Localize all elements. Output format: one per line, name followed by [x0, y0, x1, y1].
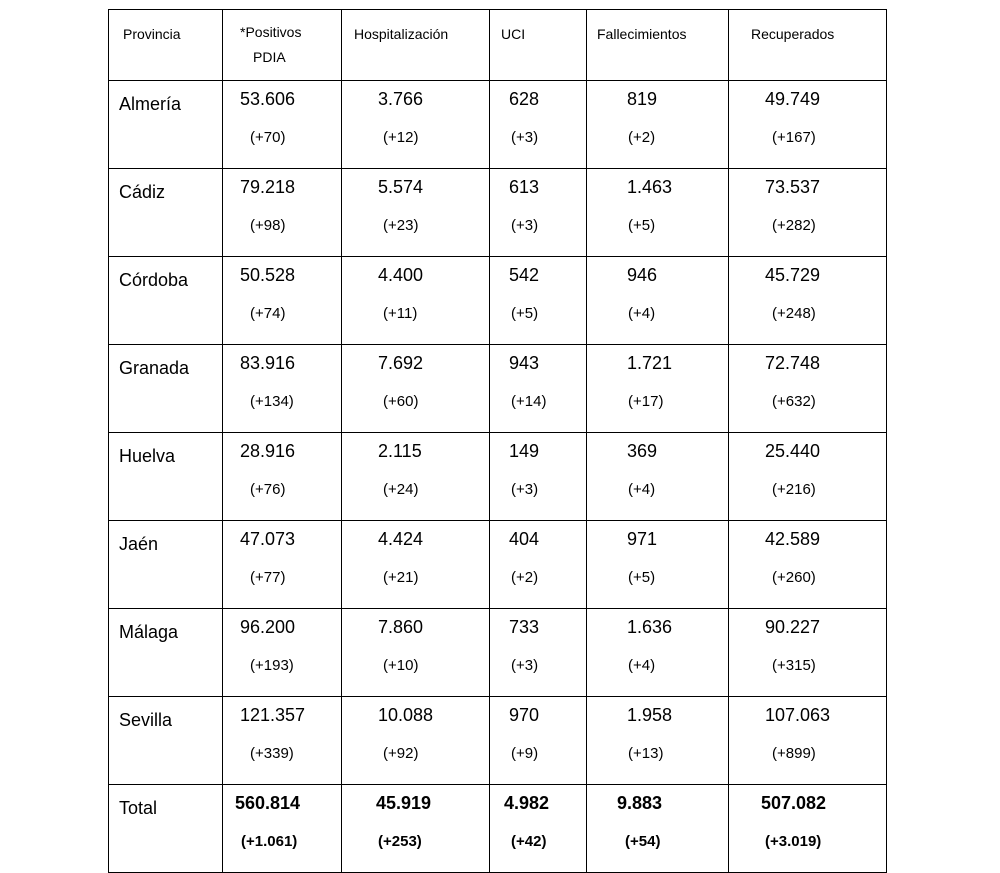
- hospitalizacion-delta: (+12): [383, 129, 419, 146]
- recuperados-value: 107.063: [765, 705, 831, 725]
- positivos-cell: [223, 169, 342, 257]
- positivos-cell: [223, 257, 342, 345]
- positivos-value: 50.528: [240, 265, 296, 285]
- recuperados-cell: [729, 785, 887, 873]
- header-uci: UCI: [490, 10, 587, 81]
- hospitalizacion-cell: [342, 345, 490, 433]
- fallecimientos-value: 819: [627, 89, 658, 109]
- fallecimientos-value: 1.721: [627, 353, 673, 373]
- positivos-delta: (+1.061): [241, 833, 298, 850]
- positivos-delta: (+98): [250, 217, 286, 234]
- hospitalizacion-delta: (+60): [383, 393, 419, 410]
- fallecimientos-value: 971: [627, 529, 658, 549]
- hospitalizacion-delta: (+10): [383, 657, 419, 674]
- hospitalizacion-cell: [342, 785, 490, 873]
- hospitalizacion-delta: (+21): [383, 569, 419, 586]
- fallecimientos-cell: [587, 257, 729, 345]
- header-positivos: *Positivos PDIA: [223, 10, 342, 81]
- recuperados-value: 507.082: [761, 793, 827, 813]
- header-provincia: Provincia: [109, 10, 223, 81]
- fallecimientos-value: 1.636: [627, 617, 673, 637]
- uci-value: 733: [509, 617, 540, 637]
- positivos-delta: (+76): [250, 481, 286, 498]
- uci-delta: (+9): [511, 745, 539, 762]
- fallecimientos-cell: [587, 345, 729, 433]
- recuperados-value: 25.440: [765, 441, 821, 461]
- hospitalizacion-value: 7.860: [378, 617, 424, 637]
- fallecimientos-delta: (+4): [628, 657, 656, 674]
- uci-value: 943: [509, 353, 540, 373]
- recuperados-delta: (+167): [772, 129, 816, 146]
- hospitalizacion-cell: [342, 81, 490, 169]
- fallecimientos-value: 1.463: [627, 177, 673, 197]
- fallecimientos-delta: (+4): [628, 305, 656, 322]
- uci-delta: (+2): [511, 569, 539, 586]
- table-row: [109, 257, 887, 345]
- provincia-cell: Granada: [109, 345, 223, 433]
- fallecimientos-cell: [587, 697, 729, 785]
- table-row: [109, 433, 887, 521]
- hospitalizacion-value: 45.919: [376, 793, 432, 813]
- uci-cell: [490, 169, 587, 257]
- table-row: [109, 169, 887, 257]
- uci-cell: [490, 521, 587, 609]
- positivos-delta: (+339): [250, 745, 294, 762]
- recuperados-delta: (+260): [772, 569, 816, 586]
- recuperados-cell: [729, 257, 887, 345]
- uci-delta: (+5): [511, 305, 539, 322]
- positivos-delta: (+193): [250, 657, 294, 674]
- positivos-cell: [223, 345, 342, 433]
- total-row: [109, 785, 887, 873]
- fallecimientos-cell: [587, 785, 729, 873]
- fallecimientos-value: 369: [627, 441, 658, 461]
- uci-delta: (+3): [511, 657, 539, 674]
- positivos-value: 28.916: [240, 441, 296, 461]
- hospitalizacion-cell: [342, 609, 490, 697]
- positivos-cell: [223, 609, 342, 697]
- recuperados-cell: [729, 521, 887, 609]
- fallecimientos-cell: [587, 521, 729, 609]
- fallecimientos-cell: [587, 433, 729, 521]
- fallecimientos-delta: (+2): [628, 129, 656, 146]
- provincia-cell: Jaén: [109, 521, 223, 609]
- hospitalizacion-cell: [342, 521, 490, 609]
- hospitalizacion-value: 4.424: [378, 529, 424, 549]
- recuperados-value: 90.227: [765, 617, 821, 637]
- fallecimientos-delta: (+54): [625, 833, 661, 850]
- table-row: [109, 81, 887, 169]
- uci-cell: [490, 609, 587, 697]
- covid-provinces-table: [108, 9, 887, 873]
- positivos-value: 96.200: [240, 617, 296, 637]
- hospitalizacion-delta: (+24): [383, 481, 419, 498]
- provincia-cell: Cádiz: [109, 169, 223, 257]
- uci-value: 149: [509, 441, 540, 461]
- uci-delta: (+14): [511, 393, 547, 410]
- recuperados-value: 45.729: [765, 265, 821, 285]
- uci-cell: [490, 785, 587, 873]
- fallecimientos-cell: [587, 169, 729, 257]
- positivos-cell: [223, 521, 342, 609]
- hospitalizacion-value: 4.400: [378, 265, 424, 285]
- table-row: [109, 609, 887, 697]
- recuperados-delta: (+248): [772, 305, 816, 322]
- uci-cell: [490, 257, 587, 345]
- fallecimientos-cell: [587, 609, 729, 697]
- uci-value: 613: [509, 177, 540, 197]
- positivos-value: 560.814: [235, 793, 301, 813]
- recuperados-value: 49.749: [765, 89, 821, 109]
- uci-cell: [490, 345, 587, 433]
- uci-cell: [490, 81, 587, 169]
- uci-value: 628: [509, 89, 540, 109]
- recuperados-value: 42.589: [765, 529, 821, 549]
- table-row: [109, 521, 887, 609]
- header-recuperados: Recuperados: [729, 10, 887, 81]
- table-body: [109, 81, 887, 873]
- recuperados-delta: (+282): [772, 217, 816, 234]
- hospitalizacion-delta: (+23): [383, 217, 419, 234]
- positivos-delta: (+70): [250, 129, 286, 146]
- uci-cell: [490, 433, 587, 521]
- provincia-cell: Málaga: [109, 609, 223, 697]
- fallecimientos-cell: [587, 81, 729, 169]
- header-fallecimientos: Fallecimientos: [587, 10, 729, 81]
- uci-delta: (+3): [511, 481, 539, 498]
- uci-value: 404: [509, 529, 540, 549]
- fallecimientos-delta: (+4): [628, 481, 656, 498]
- hospitalizacion-cell: [342, 169, 490, 257]
- positivos-value: 53.606: [240, 89, 296, 109]
- fallecimientos-delta: (+5): [628, 217, 656, 234]
- recuperados-delta: (+216): [772, 481, 816, 498]
- recuperados-delta: (+899): [772, 745, 816, 762]
- uci-cell: [490, 697, 587, 785]
- positivos-cell: [223, 81, 342, 169]
- header-row: [109, 10, 887, 81]
- recuperados-delta: (+315): [772, 657, 816, 674]
- fallecimientos-delta: (+13): [628, 745, 664, 762]
- hospitalizacion-delta: (+253): [378, 833, 422, 850]
- recuperados-cell: [729, 609, 887, 697]
- header-hospitalizacion: Hospitalización: [342, 10, 490, 81]
- uci-delta: (+3): [511, 217, 539, 234]
- provincia-cell: Sevilla: [109, 697, 223, 785]
- table-row: [109, 697, 887, 785]
- provincia-cell: Huelva: [109, 433, 223, 521]
- positivos-value: 79.218: [240, 177, 296, 197]
- hospitalizacion-cell: [342, 257, 490, 345]
- uci-value: 970: [509, 705, 540, 725]
- uci-value: 542: [509, 265, 540, 285]
- recuperados-cell: [729, 433, 887, 521]
- recuperados-delta: (+632): [772, 393, 816, 410]
- fallecimientos-value: 946: [627, 265, 658, 285]
- positivos-cell: [223, 697, 342, 785]
- provincia-cell: Almería: [109, 81, 223, 169]
- hospitalizacion-value: 10.088: [378, 705, 434, 725]
- fallecimientos-value: 1.958: [627, 705, 673, 725]
- positivos-delta: (+77): [250, 569, 286, 586]
- provincia-cell: Córdoba: [109, 257, 223, 345]
- uci-delta: (+3): [511, 129, 539, 146]
- recuperados-cell: [729, 169, 887, 257]
- hospitalizacion-delta: (+11): [383, 305, 418, 322]
- fallecimientos-delta: (+17): [628, 393, 664, 410]
- positivos-value: 83.916: [240, 353, 296, 373]
- hospitalizacion-value: 5.574: [378, 177, 424, 197]
- recuperados-cell: [729, 697, 887, 785]
- positivos-value: 121.357: [240, 705, 306, 725]
- uci-delta: (+42): [511, 833, 547, 850]
- hospitalizacion-value: 3.766: [378, 89, 424, 109]
- recuperados-value: 73.537: [765, 177, 821, 197]
- hospitalizacion-cell: [342, 697, 490, 785]
- recuperados-cell: [729, 81, 887, 169]
- fallecimientos-delta: (+5): [628, 569, 656, 586]
- hospitalizacion-value: 2.115: [378, 441, 422, 461]
- provincia-cell: Total: [109, 785, 223, 873]
- positivos-delta: (+134): [250, 393, 294, 410]
- recuperados-cell: [729, 345, 887, 433]
- hospitalizacion-cell: [342, 433, 490, 521]
- positivos-value: 47.073: [240, 529, 296, 549]
- recuperados-value: 72.748: [765, 353, 821, 373]
- positivos-cell: [223, 433, 342, 521]
- uci-value: 4.982: [504, 793, 550, 813]
- fallecimientos-value: 9.883: [617, 793, 663, 813]
- hospitalizacion-value: 7.692: [378, 353, 424, 373]
- hospitalizacion-delta: (+92): [383, 745, 419, 762]
- positivos-cell: [223, 785, 342, 873]
- positivos-delta: (+74): [250, 305, 286, 322]
- recuperados-delta: (+3.019): [765, 833, 822, 850]
- table-row: [109, 345, 887, 433]
